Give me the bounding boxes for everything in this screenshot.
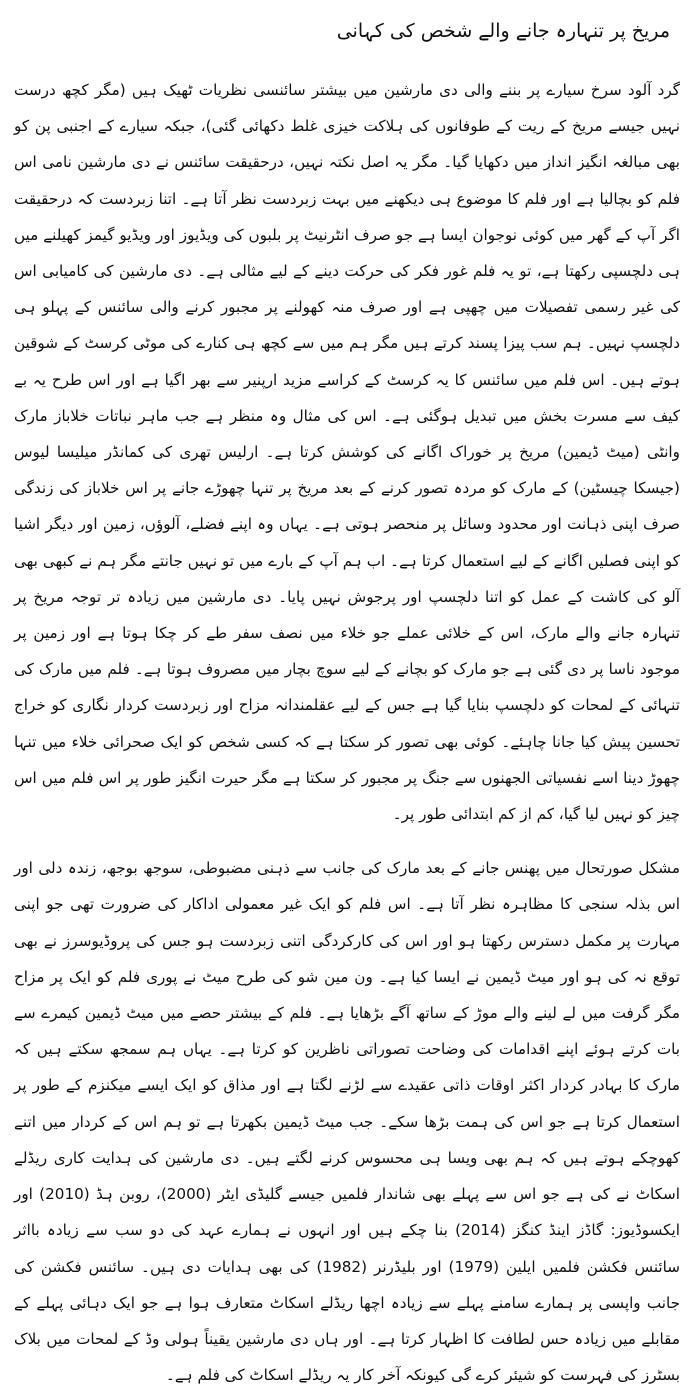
article-title: مریخ پر تنہارہ جانے والے شخص کی کہانی	[336, 20, 670, 42]
article-paragraph-2: مشکل صورتحال میں پھنس جانے کے بعد مارک کی جانب سے ذہنی مضبوطی، سوجھ بوجھ، زندہ دلی اور اس بذلہ سنجی کا مظاہرہ نظر آتا ہے۔ اس فلم کو ایک غیر معمولی اداکار کی ضرورت تھی جو اپنی مہارت پر مکمل دسترس رکھتا ہو اور اس کی کارکردگی اتنی زبردست ہو جس کی پروڈیوسرز نے بھی توقع نہ کی ہو اور میٹ ڈیمین نے ایسا کیا ہے۔ ون مین شو کی طرح میٹ نے پوری فلم کو ایک پر مزاح مگر گرفت میں لے لینے والے موڑ کے ساتھ آگے بڑھایا ہے۔ فلم کے بیشتر حصے میں میٹ ڈیمین کیمرے سے بات کرتے ہوئے اپنے اقدامات کی وضاحت تصوراتی ناظرین کو کرتا ہے۔ یہاں ہم سمجھ سکتے ہیں کہ مارک کا بہادر کردار اکثر اوقات ذاتی عقیدے سے لڑنے لگتا ہے اور مذاق کو ایک ایسے میکنزم کے طور پر استعمال کرتا ہے جو اس کی ہمت بڑھا سکے۔ جب میٹ ڈیمین بکھرتا ہے تو ہم اس کے کردار میں اتنے کھوچکے ہوتے ہیں کہ ہم بھی ویسا ہی محسوس کرنے لگتے ہیں۔ دی مارشین کی ہدایت کاری ریڈلے اسکاٹ نے کی ہے جو اس سے پہلے بھی شاندار فلمیں جیسے گلیڈی ایٹر (2000)، روبن ہڈ (2010) اور ایکسوڈیوز: گاڈز اینڈ کنگز (2014) بنا چکے ہیں اور انہوں نے ہمارے عہد کی دو سب سے زیادہ بااثر سائنس فکشن فلمیں ایلین (1979) اور بلیڈرنر (1982) کی بھی ہدایات دی ہیں۔ سائنس فکشن کی جانب واپسی پر ہمارے سامنے پہلے سے زیادہ اچھا ریڈلے اسکاٹ متعارف ہوا ہے جو ایک دہائی پہلے کے مقابلے میں زیادہ حس لطافت کا اظہار کرتا ہے۔ اور ہاں دی مارشین یقیناً ہولی وڈ کے لمحات میں بلاک بسٹرز کی فہرست کو شیئر کرے گی کیونکہ آخر کار یہ ریڈلے اسکاٹ کی فلم ہے۔	[14, 859, 681, 1385]
article-paragraph-1: گرد آلود سرخ سیارے پر بننے والی دی مارشین میں بیشتر سائنسی نظریات ٹھیک ہیں (مگر کچھ درست نہیں جیسے مریخ کے ریت کے طوفانوں کی ہلاکت خیزی غلط دکھائی گئی)، جبکہ سیارے کے اجنبی پن کو بھی مبالغہ انگیز انداز میں دکھایا گیا۔ مگر یہ اصل نکتہ نہیں، درحقیقت سائنس نے دی مارشین نامی اس فلم کو بچالیا ہے اور فلم کا موضوع ہی دیکھنے میں بہت زبردست نظر آتا ہے۔ اتنا زبردست کہ درحقیقت اگر آپ کے گھر میں کوئی نوجوان ایسا ہے جو صرف انٹرنیٹ پر بلبوں کی ویڈیوز اور ویڈیو گیمز کھیلنے میں ہی دلچسپی رکھتا ہے، تو یہ فلم غور فکر کی حرکت دینے کے لیے مثالی ہے۔ دی مارشین کی کامیابی اس کی غیر رسمی تفصیلات میں چھپی ہے اور صرف منہ کھولنے پر مجبور کرنے والی سائنس کے پہلو ہی دلچسپ نہیں۔ ہم سب پیزا پسند کرتے ہیں مگر ہم میں سے کچھ ہی کنارے کی موٹی کرسٹ کے شوقین ہوتے ہیں۔ اس فلم میں سائنس کا یہ کرسٹ کے کراسے مزید ارپنیر سے بھر اگیا ہے اور اس طرح یہ بے کیف سے مسرت بخش میں تبدیل ہوگئی ہے۔ اس کی مثال وہ منظر ہے جب ماہر نباتات خلاباز مارک وانٹی (میٹ ڈیمین) مریخ پر خوراک اگانے کی کوشش کرتا ہے۔ ارلیس تھری کی کمانڈر میلیسا لیوس (جیسکا چیسٹین) کے مارک کو مردہ تصور کرنے کے بعد مریخ پر تنہا چھوڑے جانے پر اس خلاباز کی زندگی صرف اپنی ذہانت اور محدود وسائل پر منحصر ہوتی ہے۔ یہاں وہ اپنے فضلے، آلوؤں، زمین اور دیگر اشیا کو اپنی فصلیں اگانے کے لیے استعمال کرتا ہے۔ اب ہم آپ کے بارے میں تو نہیں جانتے مگر ہم نے کبھی بھی آلو کی کاشت کے عمل کو اتنا دلچسپ اور پرجوش نہیں پایا۔ دی مارشین میں زیادہ تر توجہ مریخ پر تنہارہ جانے والے مارک، اس کے خلائی عملے جو خلاء میں نصف سفر طے کر چکا ہوتا ہے اور زمین پر موجود ناسا پر دی گئی ہے جو مارک کو بچانے کے لیے سوچ بچار میں مصروف ہوتا ہے۔ فلم میں مارک کی تنہائی کے لمحات کو دلچسپ بنایا گیا ہے جس کے لیے عقلمندانہ مزاح اور زبردست کردار نگاری کو خراج تحسین پیش کیا جانا چاہئے۔ کوئی بھی تصور کر سکتا ہے کہ کسی شخص کو ایک صحرائی خلاء میں تنہا چھوڑ دینا اسے نفسیاتی الجھنوں سے جنگ پر مجبور کر سکتا ہے مگر حیرت انگیز طور پر اس فلم میں اس چیز کو نہیں لیا گیا، کم از کم ابتدائی طور پر۔	[14, 81, 680, 824]
